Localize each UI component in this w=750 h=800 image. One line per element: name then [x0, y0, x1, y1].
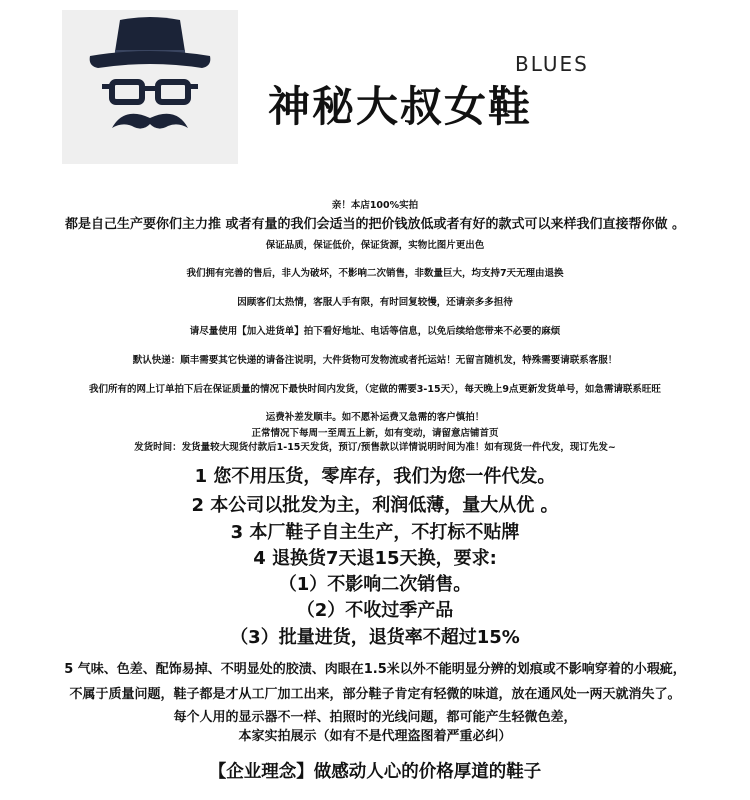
shop-name: 神秘大叔女鞋 [268, 82, 533, 131]
notice-busy: 因顾客们太热情，客服人手有限，有时回复较慢，还请亲多多担待 [237, 297, 513, 308]
quality-line-3: 每个人用的显示器不一样、拍照时的光线问题，都可能产生轻微色差， [173, 710, 577, 725]
notice-shipping-fee: 运费补差发顺丰。如不愿补运费又急需的客户慎拍！ [265, 412, 485, 423]
notice-orders: 我们所有的网上订单拍下后在保证质量的情况下最快时间内发货，（定做的需要3-15天），每天晚上9点更新发货单号，如急需请联系旺旺 [89, 384, 661, 395]
notice-ship-time: 发货时间：发货量较大现货付款后1-15天发货，预订/预售款以详情说明时间为准！如有现货一件代发，现订先发~ [134, 442, 616, 453]
notice-express: 默认快递：顺丰需要其它快递的请备注说明，大件货物可发物流或者托运站！无留言随机发，特殊需要请联系客服！ [132, 355, 618, 366]
notice-greeting: 亲！本店100%实拍 [331, 200, 419, 211]
policy-2: 2 本公司以批发为主，利润低薄，量大从优 。 [191, 495, 559, 516]
logo-image [62, 10, 238, 164]
quality-line-4: 本家实拍展示（如有不是代理盗图着严重必纠） [238, 729, 512, 744]
policy-4-req-3: （3）批量进货，退货率不超过15% [230, 627, 520, 648]
policy-4-req-2: （2）不收过季产品 [296, 600, 454, 621]
policy-3: 3 本厂鞋子自主生产，不打标不贴牌 [230, 522, 520, 543]
policy-1: 1 您不用压货，零库存，我们为您一件代发。 [194, 466, 556, 487]
quality-line-1: 5 气味、色差、配饰易掉、不明显处的胶渍、肉眼在1.5米以外不能明显分辨的划痕或不影响穿着的小瑕疵， [64, 662, 686, 677]
notice-intro: 都是自己生产要你们主力推 或者有量的我们会适当的把价钱放低或者有好的款式可以来样我们直接帮你做 。 [64, 217, 686, 232]
quality-line-2: 不属于质量问题，鞋子都是才从工厂加工出来，部分鞋子肯定有轻微的味道，放在通风处一两天就消失了。 [69, 687, 681, 702]
notice-guarantee: 保证品质，保证低价，保证货源，实物比图片更出色 [265, 240, 485, 251]
notice-normal-schedule: 正常情况下每周一至周五上新，如有变动，请留意店铺首页 [251, 428, 499, 439]
policy-4: 4 退换货7天退15天换，要求: [253, 548, 497, 569]
company-philosophy: 【企业理念】做感动人心的价格厚道的鞋子 [208, 762, 542, 782]
notice-cart-tip: 请尽量使用【加入进货单】拍下看好地址、电话等信息，以免后续给您带来不必要的麻烦 [189, 326, 561, 337]
brand-tag: BLUES [515, 52, 589, 76]
policy-4-req-1: （1）不影响二次销售。 [278, 574, 472, 595]
notice-after-sales: 我们拥有完善的售后，非人为破坏，不影响二次销售，非数量巨大，均支持7天无理由退换 [186, 268, 564, 279]
man-with-hat-glasses-mustache-logo-icon [62, 10, 238, 164]
